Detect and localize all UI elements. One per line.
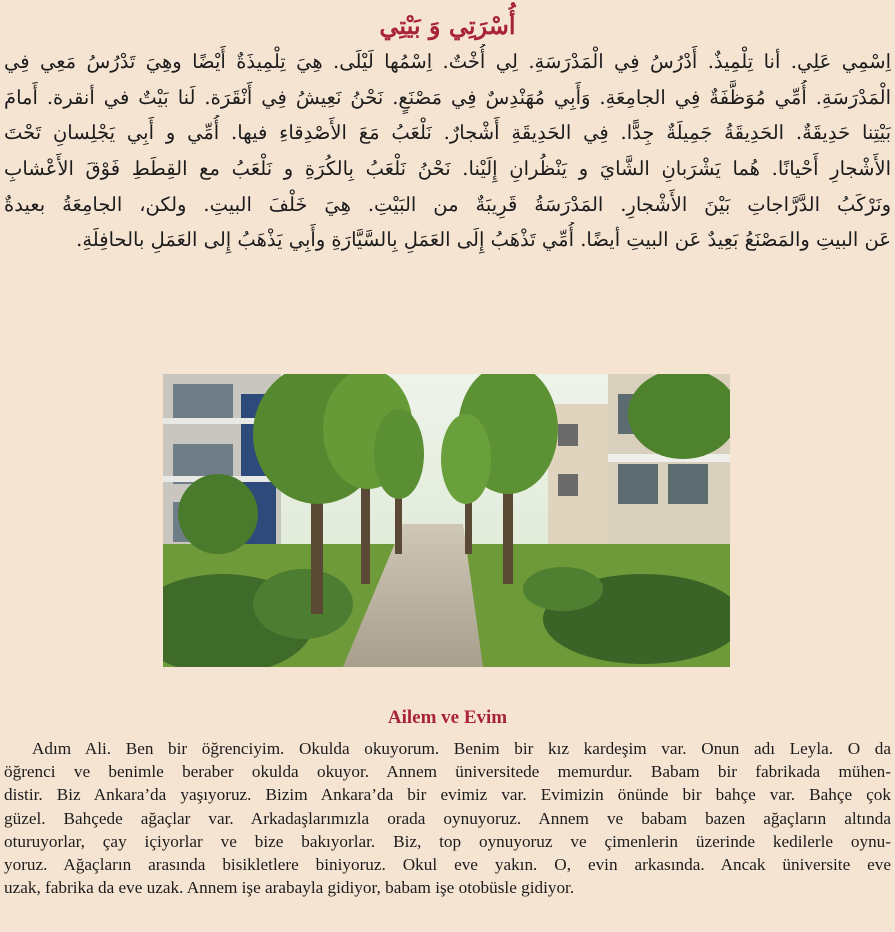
turkish-line: oturuyorlar, çay içiyorlar ve bize bakıyorlar. Biz, top oynuyoruz ve çimenlerin üzerinde kedilerle oynu- [4, 831, 891, 851]
turkish-line: uzak, fabrika da eve uzak. Annem işe arabayla gidiyor, babam işe otobüsle gidiyor. [4, 878, 575, 898]
arabic-paragraph [4, 44, 891, 258]
turkish-line: öğrenci ve benimle beraber okulda okuyor. Annem üniversitede memurdur. Babam bir fabrikada mühen- [4, 762, 891, 782]
turkish-title: Ailem ve Evim [387, 707, 508, 728]
arabic-title: أُسْرَتِي وَ بَيْتِي [379, 11, 516, 40]
arabic-line: اِسْمِي عَلِي. أنا تِلْمِيذٌ. أَدْرُسُ فِي الْمَدْرَسَةِ. لِي أُخْتٌ. اِسْمُها لَيْلَى. هِيَ تِلْمِيذَةٌ أَيْضًا وهِيَ تَدْرُسُ مَعِي فِي [4, 50, 891, 73]
garden-photo [163, 374, 730, 667]
turkish-line: yoruz. Ağaçların arasında bisikletlere biniyoruz. Okul eve yakın. O, evin arkasında. Ancak üniversite eve [4, 854, 891, 874]
arabic-line: الْمَدْرَسَةِ. أُمِّي مُوَظَّفَةٌ فِي الجامِعَةِ. وَأَبِي مُهَنْدِسٌ فِي مَصْنَعٍ. نَحْنُ نَعِيشُ فِي أَنْقَرَة. لَنا بَيْتٌ في أنقرة. أَمامَ [4, 85, 891, 109]
turkish-line: güzel. Bahçede ağaçlar var. Arkadaşlarımızla orada oynuyoruz. Annem ve babam bazen ağaçların altında [4, 808, 891, 828]
arabic-line: عَن البيتِ والمَصْنَعُ بَعِيدٌ عَن البيتِ أيضًا. أُمِّي تَذْهَبُ إِلَى العَمَلِ بِالسَّيَّارَةِ وأَبِي يَذْهَبُ إِلى العَمَلِ بالحافِلَةِ. [76, 228, 891, 252]
arabic-line: بَيْتِنا حَدِيقَةٌ. الحَدِيقَةُ جَمِيلَةٌ جِدًّا. فِي الحَدِيقَةِ أَشْجارٌ. نَلْعَبُ مَعَ الأَصْدِقاءِ فيها. أُمِّي و أَبِي يَجْلِسانِ تَحْتَ [4, 121, 891, 145]
turkish-line: Adım Ali. Ben bir öğrenciyim. Okulda okuyorum. Benim bir kız kardeşim var. Onun adı Leyla. O da [32, 739, 891, 758]
turkish-line: distir. Biz Ankara’da yaşıyoruz. Bizim Ankara’da bir evimiz var. Evimizin önünde bir bahçe var. Bahçe çok [4, 785, 891, 805]
arabic-line: ونَرْكَبُ الدَّرَّاجاتِ بَيْنَ الأَشْجارِ. المَدْرَسَةُ قَرِيبَةٌ من البَيْتِ. هِيَ خَلْفَ البيتِ. ولكن، الجامِعَةُ بعيدةٌ [4, 192, 891, 216]
arabic-line: الأَشْجارِ أَحْيانًا. هُما يَشْرَبانِ الشَّايَ و يَنْظُرانِ إِلَيْنا. نَحْنُ نَلْعَبُ بِالكُرَةِ و نَلْعَبُ مع القِطَطِ فَوْقَ الأَعْشابِ [4, 157, 891, 181]
turkish-paragraph [4, 737, 891, 899]
